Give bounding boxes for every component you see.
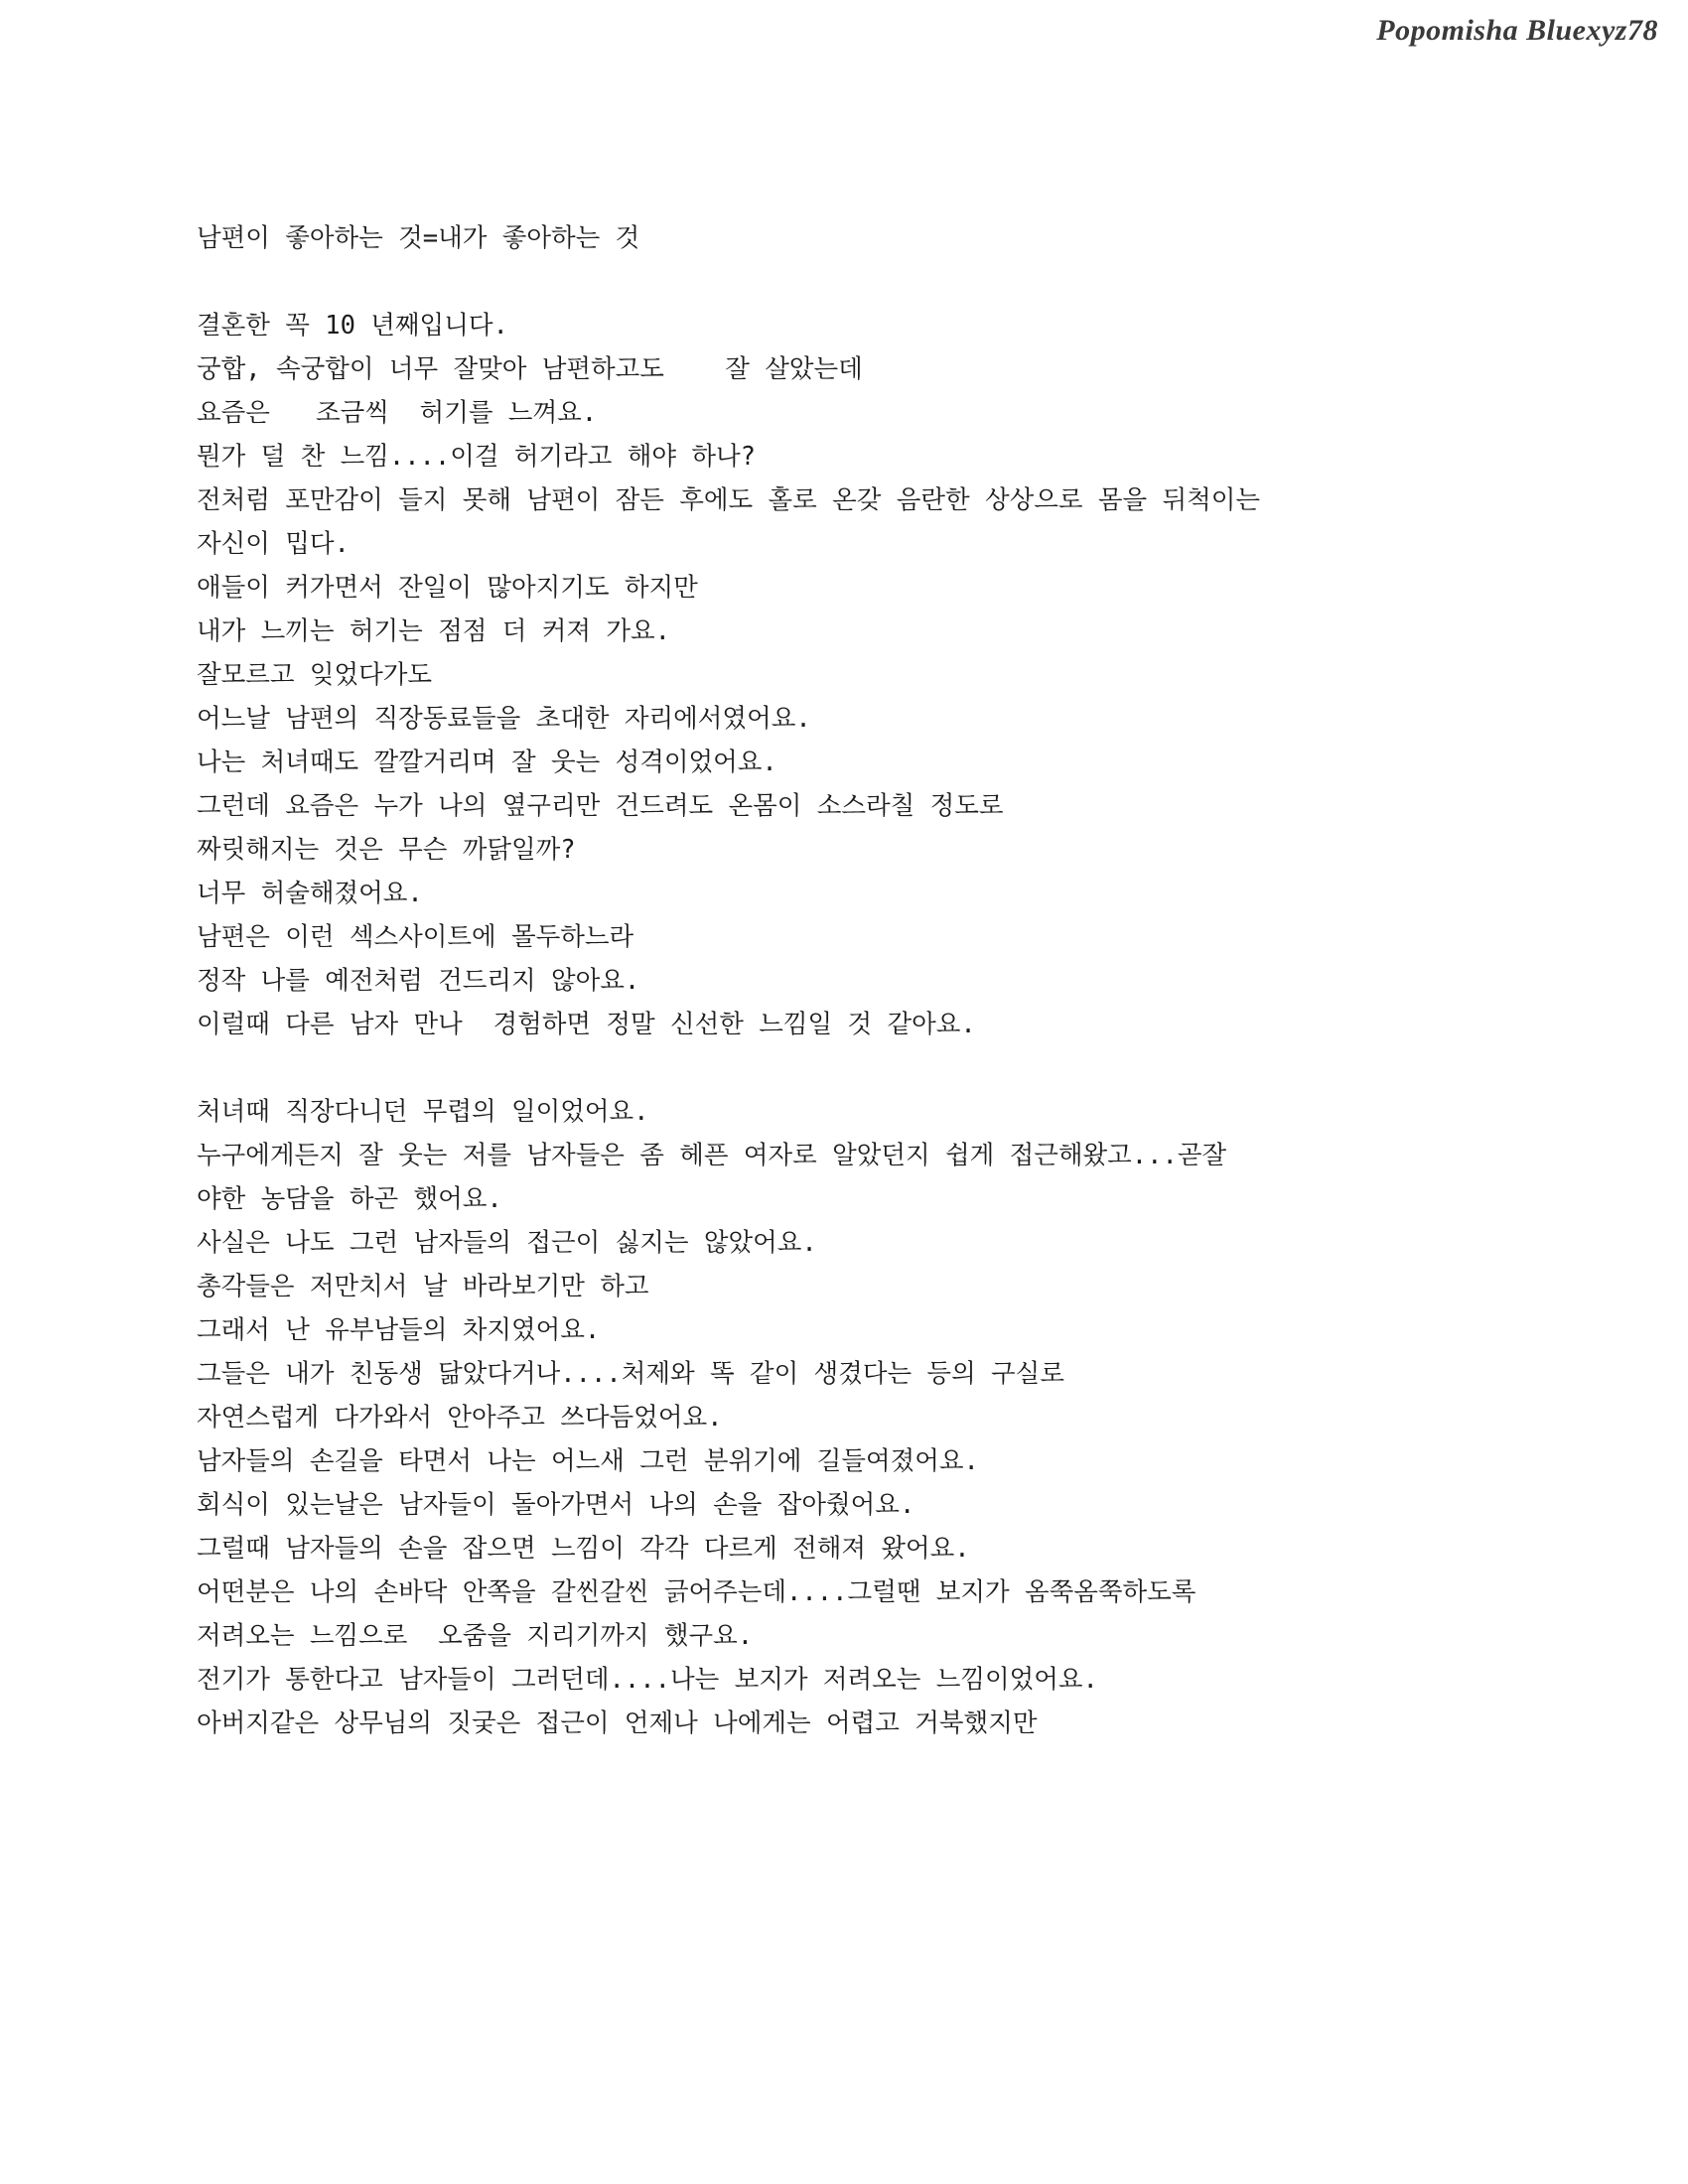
text-line: 너무 허술해졌어요.: [197, 879, 423, 908]
text-line: 그런데 요즘은 누가 나의 옆구리만 건드려도 온몸이 소스라칠 정도로: [197, 791, 1004, 821]
text-line: 누구에게든지 잘 웃는 저를 남자들은 좀 헤픈 여자로 알았던지 쉽게 접근해왔고...곧잘: [197, 1141, 1227, 1170]
text-line: 전처럼 포만감이 들지 못해 남편이 잠든 후에도 홀로 온갖 음란한 상상으로 몸을 뒤척이는: [197, 485, 1261, 515]
paragraph-2: [197, 1090, 1507, 1745]
text-line: 어느날 남편의 직장동료들을 초대한 자리에서였어요.: [197, 704, 811, 734]
text-line: 그래서 난 유부남들의 차지였어요.: [197, 1315, 601, 1345]
text-line: 짜릿해지는 것은 무슨 까닭일까?: [197, 835, 576, 865]
text-line: 총각들은 저만치서 날 바라보기만 하고: [197, 1272, 649, 1301]
text-line: 회식이 있는날은 남자들이 돌아가면서 나의 손을 잡아줬어요.: [197, 1490, 915, 1520]
text-line: 자신이 밉다.: [197, 529, 350, 559]
text-line: 남자들의 손길을 타면서 나는 어느새 그런 분위기에 길들여졌어요.: [197, 1446, 979, 1476]
text-line: 이럴때 다른 남자 만나 경험하면 정말 신선한 느낌일 것 같아요.: [197, 1010, 976, 1039]
text-line: 남편은 이런 섹스사이트에 몰두하느라: [197, 922, 634, 952]
text-line: 뭔가 덜 찬 느낌....이걸 허기라고 해야 하나?: [197, 442, 757, 472]
paragraph-1: [197, 304, 1507, 1046]
text-line: 그들은 내가 친동생 닮았다거나....처제와 똑 같이 생겼다는 등의 구실로: [197, 1359, 1064, 1389]
text-line: 요즘은 조금씩 허기를 느껴요.: [197, 398, 598, 428]
text-line: 나는 처녀때도 깔깔거리며 잘 웃는 성격이었어요.: [197, 748, 777, 777]
text-line: 사실은 나도 그런 남자들의 접근이 싫지는 않았어요.: [197, 1228, 817, 1258]
document-title-block: [197, 216, 1507, 260]
text-line: 정작 나를 예전처럼 건드리지 않아요.: [197, 966, 640, 996]
text-line: 저려오는 느낌으로 오줌을 지리기까지 했구요.: [197, 1621, 754, 1651]
text-line: 자연스럽게 다가와서 안아주고 쓰다듬었어요.: [197, 1403, 723, 1433]
text-line: 궁합, 속궁합이 너무 잘맞아 남편하고도 잘 살았는데: [197, 354, 863, 384]
text-line: 결혼한 꼭 10 년째입니다.: [197, 311, 508, 341]
text-line: 아버지같은 상무님의 짓궂은 접근이 언제나 나에게는 어렵고 거북했지만: [197, 1708, 1038, 1738]
text-line: 애들이 커가면서 잔일이 많아지기도 하지만: [197, 573, 698, 603]
text-line: 전기가 통한다고 남자들이 그러던데....나는 보지가 저려오는 느낌이었어요.: [197, 1665, 1098, 1695]
text-line: 어떤분은 나의 손바닥 안쪽을 갈씬갈씬 긁어주는데....그럴땐 보지가 옴쭉옴쭉하도록: [197, 1577, 1196, 1607]
text-line: 잘모르고 잊었다가도: [197, 660, 433, 690]
document-body: [197, 216, 1507, 1745]
watermark-label: Popomisha Bluexyz78: [1376, 14, 1658, 47]
text-line: 처녀때 직장다니던 무렵의 일이었어요.: [197, 1097, 649, 1127]
text-line: 그럴때 남자들의 손을 잡으면 느낌이 각각 다르게 전해져 왔어요.: [197, 1534, 970, 1564]
document-title: 남편이 좋아하는 것=내가 좋아하는 것: [197, 223, 640, 253]
text-line: 야한 농담을 하곤 했어요.: [197, 1184, 502, 1214]
text-line: 내가 느끼는 허기는 점점 더 커져 가요.: [197, 616, 670, 646]
